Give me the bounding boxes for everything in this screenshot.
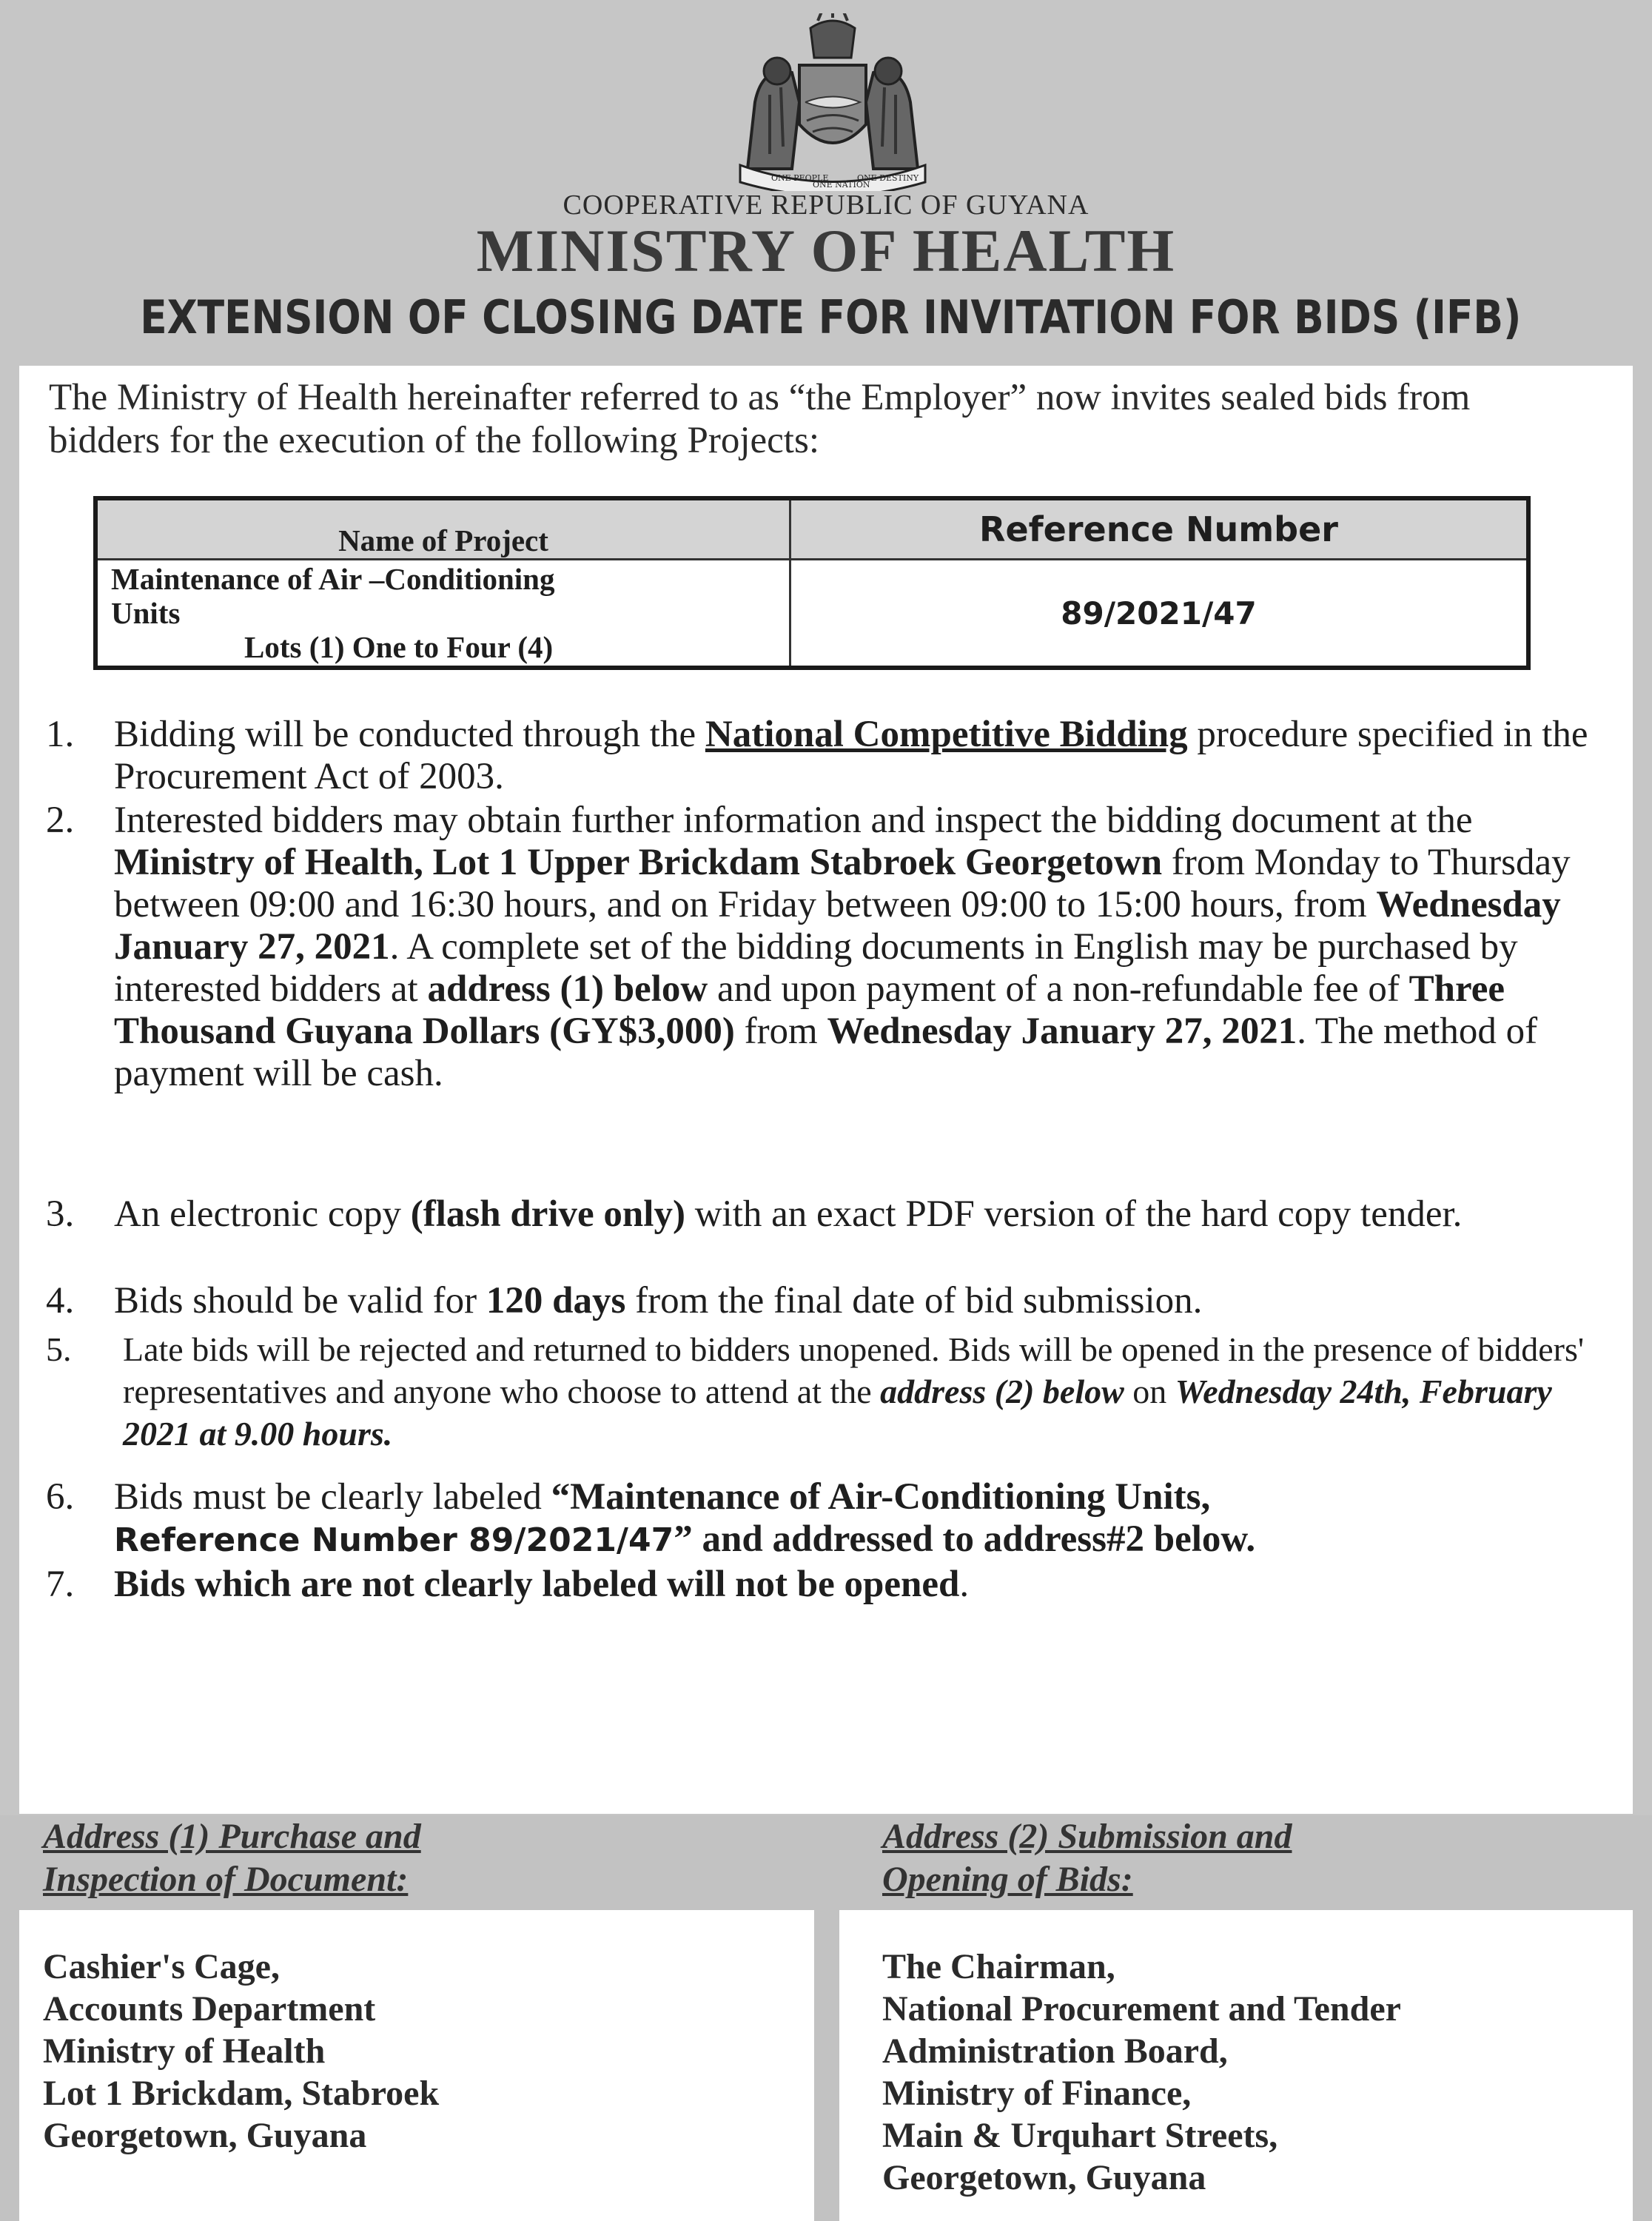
address-line: Georgetown, Guyana [43, 2116, 367, 2155]
svg-text:ONE PEOPLE: ONE PEOPLE [771, 173, 829, 183]
reference-number-cell: 89/2021/47 [790, 560, 1529, 669]
address2-lines [882, 1946, 1401, 2199]
intro-paragraph: The Ministry of Health hereinafter referred to as “the Employer” now invites sealed bids from bidders for the execution of the following Projects: [49, 377, 1471, 461]
address-line: Ministry of Finance, [882, 2074, 1192, 2113]
list-item: 5. Late bids will be rejected and returned to bidders unopened. Bids will be opened in the presence of bidders' representatives and anyone who choose to attend at the address (2) below on Wednesday 24th, February 2021 at 9.00 hours. [46, 1330, 1585, 1453]
svg-text:ONE DESTINY: ONE DESTINY [857, 173, 919, 183]
list-item: 2. Interested bidders may obtain further information and inspect the bidding document at the Ministry of Health, Lot 1 Upper Brickdam Stabroek Georgetown from Monday to Thursday between 09:00 and 16:30 hours, and on Friday between 09:00 to 15:00 hours, from Wednesday January 27, 2021. A complete set of the bidding documents in English may be purchased by interested bidders at address (1) below and upon payment of a non-refundable fee of Three Thousand Guyana Dollars (GY$3,000) from Wednesday January 27, 2021. The method of payment will be cash. [46, 800, 1571, 1094]
address-line: Cashier's Cage, [43, 1947, 280, 1986]
notice-panel [19, 366, 1633, 1814]
country-name: COOPERATIVE REPUBLIC OF GUYANA [563, 190, 1089, 221]
project-table [93, 496, 1531, 670]
address-line: National Procurement and Tender [882, 1989, 1401, 2029]
table-row [95, 560, 1528, 669]
address-line: Accounts Department [43, 1989, 376, 2029]
project-name-line: Maintenance of Air –Conditioning [111, 562, 555, 596]
address1-heading: Address (1) Purchase and Inspection of Document: [43, 1817, 421, 1899]
address-line: Administration Board, [882, 2031, 1228, 2071]
table-header-row [95, 498, 1528, 560]
address1-lines [43, 1946, 439, 2157]
list-item: 1. Bidding will be conducted through the National Competitive Bidding procedure specified in the Procurement Act of 2003. [46, 714, 1588, 797]
list-item: 6. Bids must be clearly labeled “Maintenance of Air-Conditioning Units, Reference Number 89/2021/47” and addressed to address#2 below. [46, 1476, 1256, 1560]
list-item: 4. Bids should be valid for 120 days from the final date of bid submission. [46, 1280, 1203, 1321]
list-item: 7. Bids which are not clearly labeled will not be opened. [46, 1564, 970, 1605]
column-header-name: Name of Project [95, 498, 790, 560]
column-header-reference: Reference Number [790, 498, 1529, 560]
headline: EXTENSION OF CLOSING DATE FOR INVITATION FOR BIDS (IFB) [140, 290, 1522, 344]
address-line: Ministry of Health [43, 2031, 326, 2071]
coat-of-arms-icon [725, 13, 940, 191]
project-lots: Lots (1) One to Four (4) [244, 630, 554, 664]
list-item: 3. An electronic copy (flash drive only) with an exact PDF version of the hard copy tender. [46, 1193, 1463, 1235]
address-line: The Chairman, [882, 1947, 1115, 1986]
address-line: Lot 1 Brickdam, Stabroek [43, 2074, 440, 2113]
project-name-cell [95, 560, 790, 669]
address-line: Georgetown, Guyana [882, 2158, 1206, 2197]
address2-heading: Address (2) Submission and Opening of Bids: [882, 1817, 1292, 1899]
ministry-name: MINISTRY OF HEALTH [476, 217, 1176, 284]
address-line: Main & Urquhart Streets, [882, 2116, 1278, 2155]
svg-text:ONE NATION: ONE NATION [813, 180, 870, 190]
project-name-line: Units [111, 596, 181, 630]
